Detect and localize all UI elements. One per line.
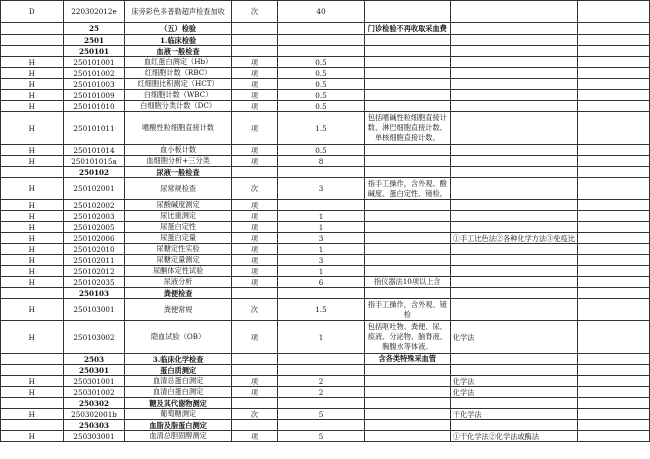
cell-empty [577, 68, 649, 79]
cell-method [450, 222, 577, 233]
section-row [1, 167, 650, 178]
cell-empty [577, 145, 649, 156]
cell-empty [577, 365, 649, 376]
cell-item-name: 尿蛋白定量 [125, 233, 231, 244]
cell-unit: 次 [231, 409, 277, 420]
table-row [1, 222, 650, 233]
cell-method [450, 23, 577, 35]
table-row [1, 68, 650, 79]
cell-price: 8 [278, 156, 365, 167]
cell-item-name: 蛋白质测定 [125, 365, 231, 376]
cell-unit: 项 [231, 233, 277, 244]
cell-empty [577, 321, 649, 354]
cell-price: 5 [278, 431, 365, 442]
cell-price: 1 [278, 266, 365, 277]
table-row [1, 431, 650, 442]
cell-price: 1 [278, 222, 365, 233]
cell-code: 250102005 [63, 222, 125, 233]
cell-item-name: 红细胞计数（RBC） [125, 68, 231, 79]
cell-empty [577, 101, 649, 112]
cell-level: H [1, 233, 64, 244]
cell-empty [577, 288, 649, 299]
cell-level: H [1, 145, 64, 156]
cell-code: 250101003 [63, 79, 125, 90]
cell-note [364, 1, 450, 23]
cell-price [278, 46, 365, 57]
cell-method [450, 167, 577, 178]
cell-level: H [1, 112, 64, 145]
cell-item-name: 尿酸碱度测定 [125, 200, 231, 211]
cell-method: 化学法 [450, 376, 577, 387]
cell-empty [577, 376, 649, 387]
cell-price: 6 [278, 277, 365, 288]
cell-method [450, 112, 577, 145]
table-row [1, 101, 650, 112]
cell-code: 250103 [63, 288, 125, 299]
cell-item-name: 血脂及脂蛋白测定 [125, 420, 231, 431]
cell-note [364, 255, 450, 266]
cell-level: H [1, 90, 64, 101]
cell-level [1, 167, 64, 178]
cell-method [450, 200, 577, 211]
cell-empty [577, 167, 649, 178]
cell-price: 3 [278, 255, 365, 266]
cell-level [1, 365, 64, 376]
cell-note [364, 288, 450, 299]
cell-empty [577, 46, 649, 57]
cell-item-name: 红细胞比积测定（HCT） [125, 79, 231, 90]
cell-empty [577, 387, 649, 398]
cell-code: 250101002 [63, 68, 125, 79]
cell-code: 220302012e [63, 1, 125, 23]
cell-code: 250102003 [63, 211, 125, 222]
cell-method: ①干化学法②化学法或酶法 [450, 431, 577, 442]
cell-code: 250102001 [63, 178, 125, 200]
cell-code: 250303001 [63, 431, 125, 442]
cell-code: 250101009 [63, 90, 125, 101]
cell-price: 0.5 [278, 68, 365, 79]
table-row [1, 376, 650, 387]
cell-empty [577, 200, 649, 211]
cell-note [364, 145, 450, 156]
cell-price: 3 [278, 233, 365, 244]
cell-item-name: 隐血试验（OB） [125, 321, 231, 354]
section-row [1, 420, 650, 431]
cell-note [364, 101, 450, 112]
cell-item-name: 尿糖定量测定 [125, 255, 231, 266]
cell-level: D [1, 1, 64, 23]
cell-price: 1 [278, 244, 365, 255]
cell-item-name: 尿比重测定 [125, 211, 231, 222]
table-row [1, 321, 650, 354]
cell-price [278, 365, 365, 376]
cell-price: 0.5 [278, 145, 365, 156]
cell-price: 0.5 [278, 90, 365, 101]
cell-note [364, 90, 450, 101]
cell-code: 2503 [63, 354, 125, 365]
cell-item-name: 糖及其代谢物测定 [125, 398, 231, 409]
cell-method [450, 101, 577, 112]
cell-item-name: 尿酮体定性试验 [125, 266, 231, 277]
section-row [1, 354, 650, 365]
cell-unit: 次 [231, 178, 277, 200]
cell-empty [577, 354, 649, 365]
cell-unit: 次 [231, 1, 277, 23]
cell-method [450, 288, 577, 299]
cell-item-name: 尿糖定性实验 [125, 244, 231, 255]
cell-note [364, 68, 450, 79]
cell-method [450, 145, 577, 156]
cell-unit: 项 [231, 211, 277, 222]
table-body [1, 1, 650, 442]
cell-method: 化学法 [450, 387, 577, 398]
cell-code: 25 [63, 23, 125, 35]
cell-price [278, 398, 365, 409]
cell-level [1, 288, 64, 299]
cell-unit [231, 23, 277, 35]
cell-unit: 项 [231, 277, 277, 288]
cell-level: H [1, 211, 64, 222]
cell-empty [577, 222, 649, 233]
cell-price [278, 167, 365, 178]
table-row [1, 255, 650, 266]
cell-unit: 项 [231, 79, 277, 90]
cell-price: 0.5 [278, 57, 365, 68]
cell-unit: 项 [231, 145, 277, 156]
cell-item-name: 血红蛋白测定（Hb） [125, 57, 231, 68]
cell-note [364, 167, 450, 178]
cell-empty [577, 277, 649, 288]
table-row [1, 277, 650, 288]
cell-item-name: 血液一般检查 [125, 46, 231, 57]
cell-level: H [1, 277, 64, 288]
cell-note [364, 244, 450, 255]
cell-code: 250102002 [63, 200, 125, 211]
cell-method [450, 57, 577, 68]
cell-empty [577, 178, 649, 200]
cell-empty [577, 90, 649, 101]
table-row [1, 299, 650, 321]
cell-code: 2501 [63, 35, 125, 46]
cell-method [450, 255, 577, 266]
section-row [1, 288, 650, 299]
cell-code: 250302 [63, 398, 125, 409]
cell-level: H [1, 299, 64, 321]
cell-method: ①手工比色法②各种化学方法③免疫比 [450, 233, 577, 244]
table-row [1, 145, 650, 156]
cell-unit: 项 [231, 200, 277, 211]
table-row [1, 409, 650, 420]
cell-empty [577, 255, 649, 266]
cell-price [278, 35, 365, 46]
table-row [1, 244, 650, 255]
cell-note [364, 409, 450, 420]
cell-empty [577, 233, 649, 244]
cell-price: 1.5 [278, 112, 365, 145]
table-row [1, 79, 650, 90]
cell-unit: 项 [231, 387, 277, 398]
cell-code: 250103002 [63, 321, 125, 354]
cell-price: 0.5 [278, 101, 365, 112]
cell-price: 2 [278, 387, 365, 398]
cell-item-name: 尿液分析 [125, 277, 231, 288]
cell-method [450, 211, 577, 222]
cell-empty [577, 431, 649, 442]
cell-empty [577, 409, 649, 420]
cell-price [278, 354, 365, 365]
cell-level: H [1, 244, 64, 255]
cell-level: H [1, 255, 64, 266]
cell-code: 250101001 [63, 57, 125, 68]
cell-item-name: 尿液一般检查 [125, 167, 231, 178]
table-row [1, 233, 650, 244]
cell-code: 250102012 [63, 266, 125, 277]
cell-method [450, 299, 577, 321]
cell-item-name: 血清总蛋白测定 [125, 376, 231, 387]
cell-item-name: 尿常规检查 [125, 178, 231, 200]
cell-unit: 项 [231, 431, 277, 442]
cell-price: 0.5 [278, 79, 365, 90]
table-row [1, 112, 650, 145]
cell-note: 指仪器法10项以上含 [364, 277, 450, 288]
cell-method [450, 266, 577, 277]
cell-unit [231, 398, 277, 409]
cell-level: H [1, 57, 64, 68]
cell-item-name: 白细胞分类计数（DC） [125, 101, 231, 112]
cell-empty [577, 299, 649, 321]
cell-note: 指手工操作，含外观、酸碱度、蛋白定性、镜检。 [364, 178, 450, 200]
cell-item-name: 葡萄糖测定 [125, 409, 231, 420]
cell-unit: 项 [231, 68, 277, 79]
cell-note [364, 57, 450, 68]
cell-note [364, 431, 450, 442]
cell-item-name: 血清白蛋白测定 [125, 387, 231, 398]
cell-note [364, 46, 450, 57]
table-row [1, 90, 650, 101]
cell-item-name: 3.临床化学检查 [125, 354, 231, 365]
cell-method [450, 365, 577, 376]
cell-note [364, 387, 450, 398]
cell-level: H [1, 101, 64, 112]
cell-code: 250301002 [63, 387, 125, 398]
cell-note: 指手工操作，含外观、镜检 [364, 299, 450, 321]
cell-method [450, 398, 577, 409]
cell-unit [231, 167, 277, 178]
cell-empty [577, 35, 649, 46]
cell-price [278, 288, 365, 299]
cell-note [364, 222, 450, 233]
cell-empty [577, 1, 649, 23]
cell-method [450, 46, 577, 57]
cell-unit: 项 [231, 321, 277, 354]
cell-level: H [1, 387, 64, 398]
cell-level [1, 398, 64, 409]
cell-method [450, 35, 577, 46]
cell-empty [577, 156, 649, 167]
cell-unit: 项 [231, 255, 277, 266]
cell-method: 化学法 [450, 321, 577, 354]
cell-code: 250102 [63, 167, 125, 178]
cell-item-name: 嗜酸性粒细胞直接计数 [125, 112, 231, 145]
cell-empty [577, 57, 649, 68]
cell-note [364, 266, 450, 277]
cell-empty [577, 266, 649, 277]
cell-level: H [1, 68, 64, 79]
cell-price [278, 23, 365, 35]
cell-method: 干化学法 [450, 409, 577, 420]
cell-item-name: 血清总胆固醇测定 [125, 431, 231, 442]
cell-item-name: （五）检验 [125, 23, 231, 35]
cell-code: 250302001b [63, 409, 125, 420]
cell-unit [231, 365, 277, 376]
cell-item-name: 尿蛋白定性 [125, 222, 231, 233]
cell-price: 5 [278, 409, 365, 420]
cell-unit: 项 [231, 222, 277, 233]
table-row [1, 178, 650, 200]
cell-price: 1 [278, 211, 365, 222]
cell-method [450, 68, 577, 79]
cell-unit: 项 [231, 266, 277, 277]
cell-price: 2 [278, 376, 365, 387]
cell-level: H [1, 156, 64, 167]
cell-level: H [1, 200, 64, 211]
cell-code: 250102011 [63, 255, 125, 266]
cell-note [364, 233, 450, 244]
cell-unit [231, 354, 277, 365]
cell-method [450, 1, 577, 23]
cell-code: 250101010 [63, 101, 125, 112]
cell-unit: 项 [231, 156, 277, 167]
cell-code: 250102010 [63, 244, 125, 255]
cell-level: H [1, 376, 64, 387]
cell-method [450, 79, 577, 90]
cell-code: 250102006 [63, 233, 125, 244]
cell-empty [577, 23, 649, 35]
table-row [1, 1, 650, 23]
cell-unit [231, 35, 277, 46]
cell-empty [577, 244, 649, 255]
section-row [1, 365, 650, 376]
cell-level: H [1, 222, 64, 233]
cell-level: H [1, 409, 64, 420]
cell-code: 250102035 [63, 277, 125, 288]
table-row [1, 211, 650, 222]
table-row [1, 200, 650, 211]
cell-code: 250303 [63, 420, 125, 431]
cell-method [450, 90, 577, 101]
cell-level [1, 46, 64, 57]
cell-unit [231, 420, 277, 431]
cell-price [278, 200, 365, 211]
table-row [1, 156, 650, 167]
cell-empty [577, 398, 649, 409]
cell-item-name: 粪便检查 [125, 288, 231, 299]
cell-code: 250101015a [63, 156, 125, 167]
cell-item-name: 1.临床检验 [125, 35, 231, 46]
cell-price [278, 420, 365, 431]
section-row [1, 46, 650, 57]
cell-code: 250103001 [63, 299, 125, 321]
cell-price: 1 [278, 321, 365, 354]
cell-unit: 项 [231, 112, 277, 145]
cell-price: 1.5 [278, 299, 365, 321]
cell-code: 250101 [63, 46, 125, 57]
cell-price: 3 [278, 178, 365, 200]
cell-level: H [1, 178, 64, 200]
cell-code: 250101014 [63, 145, 125, 156]
cell-method [450, 178, 577, 200]
cell-note: 含各类特殊采血管 [364, 354, 450, 365]
cell-code: 250101011 [63, 112, 125, 145]
cell-method [450, 244, 577, 255]
cell-item-name: 床旁彩色多普勒超声检查加收 [125, 1, 231, 23]
cell-method [450, 354, 577, 365]
table-row [1, 266, 650, 277]
cell-unit [231, 288, 277, 299]
cell-level: H [1, 79, 64, 90]
table-row [1, 57, 650, 68]
cell-method [450, 156, 577, 167]
section-row [1, 398, 650, 409]
cell-note [364, 35, 450, 46]
cell-code: 250301001 [63, 376, 125, 387]
cell-level [1, 35, 64, 46]
cell-level: H [1, 266, 64, 277]
cell-item-name: 血小板计数 [125, 145, 231, 156]
cell-note: 包括呕吐物、粪便、尿、痰液、分泌物、脑脊液、胸腹水等体液。 [364, 321, 450, 354]
cell-unit: 项 [231, 376, 277, 387]
cell-unit: 项 [231, 244, 277, 255]
cell-note [364, 79, 450, 90]
cell-code: 250301 [63, 365, 125, 376]
cell-method [450, 277, 577, 288]
cell-note: 门诊检验不再收取采血费 [364, 23, 450, 35]
cell-method [450, 420, 577, 431]
cell-item-name: 粪便常规 [125, 299, 231, 321]
cell-unit: 项 [231, 57, 277, 68]
cell-level: H [1, 321, 64, 354]
cell-note [364, 420, 450, 431]
cell-note [364, 398, 450, 409]
cell-price: 40 [278, 1, 365, 23]
cell-empty [577, 420, 649, 431]
section-row [1, 35, 650, 46]
cell-unit: 项 [231, 101, 277, 112]
cell-note: 包括嗜碱性粒细胞直接计数、淋巴细胞直接计数、单核细胞直接计数。 [364, 112, 450, 145]
cell-item-name: 血细胞分析+三分类 [125, 156, 231, 167]
cell-unit: 项 [231, 90, 277, 101]
cell-empty [577, 211, 649, 222]
cell-note [364, 200, 450, 211]
cell-level [1, 420, 64, 431]
cell-level: H [1, 431, 64, 442]
cell-item-name: 白细胞计数（WBC） [125, 90, 231, 101]
cell-unit [231, 46, 277, 57]
cell-unit: 次 [231, 299, 277, 321]
cell-note [364, 365, 450, 376]
cell-note [364, 211, 450, 222]
cell-level [1, 354, 64, 365]
table-row [1, 387, 650, 398]
cell-level [1, 23, 64, 35]
cell-note [364, 376, 450, 387]
section-row [1, 23, 650, 35]
cell-empty [577, 79, 649, 90]
cell-empty [577, 112, 649, 145]
cell-note [364, 156, 450, 167]
